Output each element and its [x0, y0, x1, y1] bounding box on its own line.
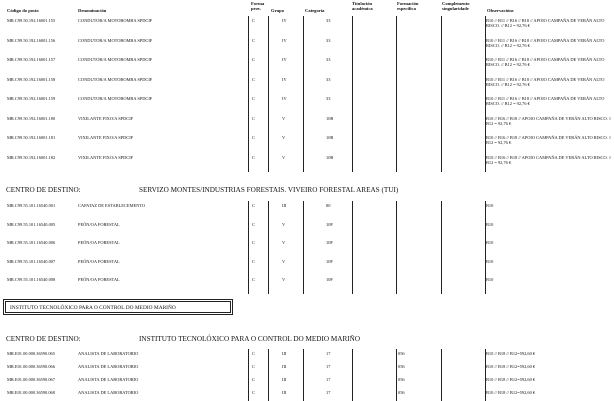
cell-categoria: 17 — [326, 377, 331, 382]
column-divider — [352, 201, 353, 294]
positions-table-section-1 — [0, 16, 614, 172]
table-row — [0, 238, 614, 257]
header-formacion: Formación específica — [397, 1, 419, 11]
table-row — [0, 153, 614, 173]
table-row — [0, 75, 614, 95]
cell-denominacion: PEÓN/OA FORESTAL — [78, 277, 120, 282]
table-row — [0, 201, 614, 220]
table-row — [0, 114, 614, 134]
column-divider — [396, 16, 397, 172]
cell-observacions: B10 // B11 // B16 // B18 // APOIO CAMPAÑA DE VERÁN ALTO RISCO. // B12 = 92,76 € — [486, 18, 605, 28]
cell-denominacion: PEÓN/OA FORESTAL — [78, 258, 120, 264]
cell-denominacion: VIXILANTE FIXO/A SPDCIF — [78, 154, 134, 160]
cell-observacions: B10 // B18 // B12=592,60 € — [486, 377, 536, 382]
positions-table-section-3 — [0, 349, 614, 401]
cell-codigo: MR.C99.55.101.16540.005 — [7, 221, 56, 227]
cell-observacions: B10 // B18 // B12=592,60 € — [486, 364, 536, 369]
cell-codigo: MR.E01.00.000.36590.067 — [7, 377, 55, 382]
column-divider — [303, 349, 304, 401]
cell-categoria: 10F — [326, 240, 333, 245]
column-divider — [441, 201, 442, 294]
cell-forma: C — [252, 277, 255, 282]
cell-forma: C — [252, 57, 255, 62]
centro-destino-heading-1 — [6, 186, 399, 194]
cell-codigo: MR.C99.55.101.16540.006 — [7, 240, 56, 245]
cell-observacions: B10 — [486, 258, 494, 264]
column-divider — [248, 201, 249, 294]
centro-destino-heading-2 — [6, 335, 361, 343]
cell-observacions: B10 — [486, 277, 494, 282]
cell-categoria: 10B — [326, 154, 334, 160]
cell-grupo: IV — [282, 37, 287, 43]
cell-observacions: B10 // B16 // B18 // APOIO CAMPAÑA DE VERÁN ALTO RISCO. // B12 = 92,76 € — [486, 154, 612, 165]
header-categoria: Categoría — [305, 8, 325, 13]
cell-codigo: MR.C99.50.192.16001.157 — [7, 57, 56, 62]
centro-destino-name: INSTITUTO TECNOLÓXICO PARA O CONTROL DO MEDIO MARIÑO — [139, 335, 361, 343]
column-divider — [268, 349, 269, 401]
cell-formacion: 056 — [398, 390, 405, 395]
cell-codigo: MR.C99.55.101.16540.007 — [7, 258, 56, 264]
cell-grupo: III — [282, 390, 287, 395]
cell-forma: C — [252, 203, 255, 208]
cell-forma: C — [252, 258, 255, 264]
cell-categoria: 17 — [326, 364, 331, 369]
centro-destino-label: CENTRO DE DESTINO: — [6, 335, 81, 343]
cell-forma: C — [252, 154, 255, 160]
cell-denominacion: PEÓN/OA FORESTAL — [78, 240, 120, 245]
column-divider — [268, 201, 269, 294]
cell-categoria: 80 — [326, 203, 331, 208]
header-denominacion: Denominación — [78, 8, 107, 13]
cell-denominacion: CONDUTOR/A MOTOBOMBA SPDCIF — [78, 18, 153, 23]
cell-forma: C — [252, 76, 255, 82]
table-row — [0, 220, 614, 239]
cell-observacions: B10 // B18 // B12=592,60 € — [486, 390, 536, 395]
cell-grupo: IV — [282, 18, 287, 23]
column-divider — [268, 16, 269, 172]
cell-forma: C — [252, 96, 255, 101]
cell-forma: C — [252, 221, 255, 227]
cell-forma: C — [252, 377, 255, 382]
cell-grupo: V — [282, 258, 286, 264]
cell-categoria: 10F — [326, 277, 333, 282]
header-grupo: Grupo — [271, 8, 285, 13]
centro-destino-name: SERVIZO MONTES/INDUSTRIAS FORESTAIS. VIVEIRO FORESTAL AREAS (TUI) — [139, 186, 399, 194]
column-divider — [248, 349, 249, 401]
cell-denominacion: VIXILANTE FIXO/A SPDCIF — [78, 135, 134, 140]
column-divider — [396, 349, 397, 401]
header-observacions: Observacións — [487, 8, 514, 13]
cell-codigo: MR.E01.00.000.36590.065 — [7, 351, 55, 356]
table-row — [0, 94, 614, 114]
cell-forma: C — [252, 240, 255, 245]
table-row — [0, 275, 614, 294]
cell-observacions: B10 — [486, 203, 494, 208]
cell-observacions: B10 — [486, 240, 494, 245]
column-divider — [303, 201, 304, 294]
cell-grupo: III — [282, 377, 287, 382]
table-row — [0, 349, 614, 362]
table-row — [0, 36, 614, 56]
cell-observacions: B10 // B16 // B18 // APOIO CAMPAÑA DE VERÁN ALTO RISCO. // B12 = 92,76 € — [486, 115, 612, 126]
table-row — [0, 257, 614, 276]
cell-forma: C — [252, 37, 255, 43]
table-row — [0, 375, 614, 388]
cell-grupo: V — [282, 154, 286, 160]
header-titulacion: Titulación académica — [352, 1, 373, 11]
cell-forma: C — [252, 115, 255, 121]
cell-grupo: V — [282, 135, 286, 140]
cell-denominacion: VIXILANTE FIXO/A SPDCIF — [78, 115, 134, 121]
centro-destino-label: CENTRO DE DESTINO: — [6, 186, 81, 194]
column-divider — [485, 201, 486, 294]
cell-formacion: 056 — [398, 377, 405, 382]
cell-categoria: 10B — [326, 115, 334, 121]
column-divider — [352, 16, 353, 172]
column-divider — [441, 349, 442, 401]
cell-codigo: MR.C99.50.192.16001.156 — [7, 37, 56, 43]
cell-observacions: B10 // B11 // B16 // B18 // APOIO CAMPAÑA DE VERÁN ALTO RISCO. // B12 = 92,76 € — [486, 57, 605, 67]
cell-codigo: MR.E01.00.000.36590.068 — [7, 390, 55, 395]
column-divider — [396, 201, 397, 294]
cell-grupo: V — [282, 115, 286, 121]
cell-grupo: III — [282, 203, 287, 208]
cell-categoria: 10F — [326, 258, 333, 264]
cell-denominacion: CONDUTOR/A MOTOBOMBA SPDCIF — [78, 37, 153, 43]
cell-formacion: 056 — [398, 364, 405, 369]
table-row — [0, 55, 614, 75]
cell-observacions: B10 // B11 // B16 // B18 // APOIO CAMPAÑA DE VERÁN ALTO RISCO. // B12 = 92,76 € — [486, 96, 605, 106]
cell-categoria: 17 — [326, 351, 331, 356]
cell-formacion: 056 — [398, 351, 405, 356]
cell-observacions: B10 // B11 // B16 // B18 // APOIO CAMPAÑA DE VERÁN ALTO RISCO. // B12 = 92,76 € — [486, 37, 605, 48]
cell-grupo: V — [282, 277, 286, 282]
table-row — [0, 16, 614, 36]
cell-categoria: 33 — [326, 96, 331, 101]
cell-denominacion: ANALISTA DE LABORATORIO — [78, 351, 139, 356]
header-codigo: Código do posto — [7, 8, 39, 13]
cell-observacions: B10 // B11 // B16 // B18 // APOIO CAMPAÑA DE VERÁN ALTO RISCO. // B12 = 92,76 € — [486, 76, 605, 87]
header-forma: Forma prov. — [251, 1, 265, 11]
positions-table-section-2 — [0, 201, 614, 294]
cell-denominacion: ANALISTA DE LABORATORIO — [78, 390, 139, 395]
cell-forma: C — [252, 135, 255, 140]
cell-forma: C — [252, 364, 255, 369]
column-divider — [485, 16, 486, 172]
cell-denominacion: ANALISTA DE LABORATORIO — [78, 377, 139, 382]
cell-grupo: IV — [282, 76, 287, 82]
cell-codigo: MR.C99.50.192.16001.181 — [7, 135, 56, 140]
cell-codigo: MR.C99.55.101.16540.001 — [7, 203, 56, 208]
cell-categoria: 33 — [326, 57, 331, 62]
table-row — [0, 362, 614, 375]
cell-codigo: MR.C99.50.192.16001.158 — [7, 76, 56, 82]
cell-grupo: V — [282, 240, 286, 245]
cell-grupo: IV — [282, 96, 287, 101]
cell-codigo: MR.E01.00.000.36590.066 — [7, 364, 55, 369]
cell-observacions: B10 — [486, 221, 494, 227]
cell-categoria: 33 — [326, 37, 331, 43]
cell-denominacion: PEÓN/OA FORESTAL — [78, 221, 120, 227]
table-row — [0, 133, 614, 153]
cell-codigo: MR.C99.50.192.16001.180 — [7, 115, 56, 121]
cell-categoria: 10B — [326, 135, 334, 140]
cell-grupo: IV — [282, 57, 287, 62]
cell-codigo: MR.C99.50.192.16001.182 — [7, 154, 56, 160]
cell-denominacion: CONDUTOR/A MOTOBOMBA SPDCIF — [78, 57, 153, 62]
cell-forma: C — [252, 18, 255, 23]
cell-codigo: MR.C99.50.192.16001.159 — [7, 96, 56, 101]
cell-observacions: B10 // B18 // B12=592,60 € — [486, 351, 536, 356]
cell-codigo: MR.C99.50.192.16001.155 — [7, 18, 56, 23]
cell-forma: C — [252, 390, 255, 395]
table-row — [0, 388, 614, 401]
cell-grupo: III — [282, 364, 287, 369]
institute-title-box: INSTITUTO TECNOLÓXICO PARA O CONTROL DO MEDIO MARIÑO — [5, 301, 231, 313]
cell-grupo: V — [282, 221, 286, 227]
column-divider — [441, 16, 442, 172]
column-divider — [303, 16, 304, 172]
cell-grupo: III — [282, 351, 287, 356]
header-complemento: Complemento singularidade — [442, 1, 470, 11]
cell-forma: C — [252, 351, 255, 356]
cell-denominacion: CAPATAZ DE ESTABLECEMENTO — [78, 203, 146, 208]
cell-categoria: 17 — [326, 390, 331, 395]
cell-categoria: 33 — [326, 18, 331, 23]
column-divider — [248, 16, 249, 172]
column-divider — [485, 349, 486, 401]
cell-categoria: 33 — [326, 76, 331, 82]
cell-observacions: B10 // B16 // B18 // APOIO CAMPAÑA DE VERÁN ALTO RISCO. // B12 = 92,76 € — [486, 135, 612, 145]
cell-codigo: MR.C99.55.101.16540.008 — [7, 277, 56, 282]
cell-denominacion: ANALISTA DE LABORATORIO — [78, 364, 139, 369]
column-divider — [352, 349, 353, 401]
cell-categoria: 10F — [326, 221, 333, 227]
cell-denominacion: CONDUTOR/A MOTOBOMBA SPDCIF — [78, 76, 153, 82]
cell-denominacion: CONDUTOR/A MOTOBOMBA SPDCIF — [78, 96, 153, 101]
